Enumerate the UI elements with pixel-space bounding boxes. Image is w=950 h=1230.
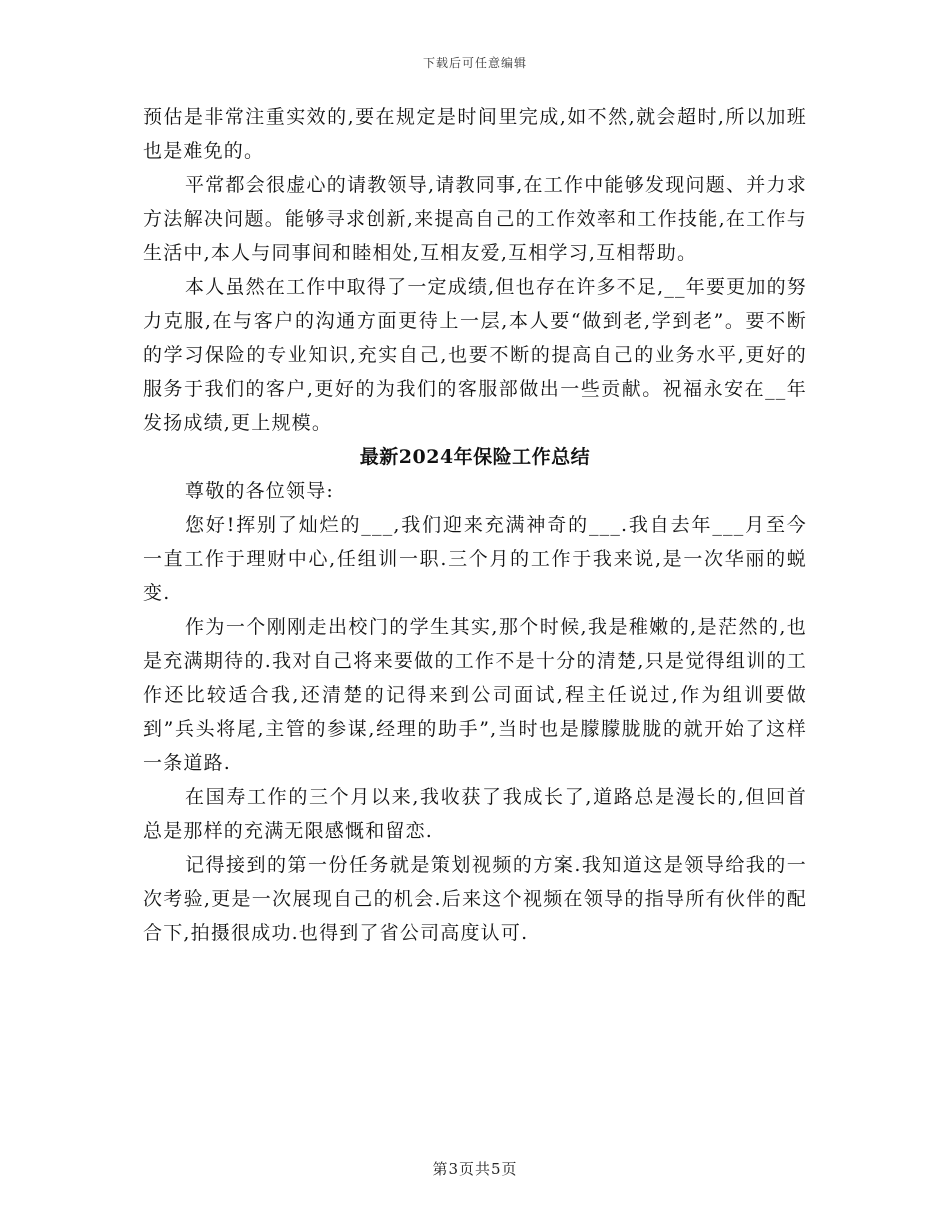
page-number: 第3页共5页 xyxy=(432,1160,518,1178)
document-body xyxy=(143,100,807,950)
paragraph-4: 您好!挥别了灿烂的___,我们迎来充满神奇的___.我自去年___月至今一直工作于理财中心,任组训一职.三个月的工作于我来说,是一次华丽的蜕变. xyxy=(143,514,807,604)
paragraph-2: 平常都会很虚心的请教领导,请教同事,在工作中能够发现问题、并力求方法解决问题。能够寻求创新,来提高自己的工作效率和工作技能,在工作与生活中,本人与同事间和睦相处,互相友爱,互相学习,互相帮助。 xyxy=(143,174,807,264)
page-header: 下载后可任意编辑 xyxy=(422,56,527,70)
paragraph-7: 记得接到的第一份任务就是策划视频的方案.我知道这是领导给我的一次考验,更是一次展现自己的机会.后来这个视频在领导的指导所有伙伴的配合下,拍摄很成功.也得到了省公司高度认可. xyxy=(143,854,807,944)
paragraph-1: 预估是非常注重实效的,要在规定是时间里完成,如不然,就会超时,所以加班也是难免的。 xyxy=(143,106,807,162)
salutation: 尊敬的各位领导: xyxy=(185,480,335,502)
paragraph-6: 在国寿工作的三个月以来,我收获了我成长了,道路总是漫长的,但回首总是那样的充满无限感慨和留恋. xyxy=(143,786,807,842)
paragraph-3: 本人虽然在工作中取得了一定成绩,但也存在许多不足,__年要更加的努力克服,在与客户的沟通方面更待上一层,本人要“做到老,学到老”。要不断的学习保险的专业知识,充实自己,也要不断的提高自己的业务水平,更好的服务于我们的客户,更好的为我们的客服部做出一些贡献。祝福永安在__年发扬成绩,更上规模。 xyxy=(143,276,807,434)
section-title: 最新2024年保险工作总结 xyxy=(359,446,591,468)
paragraph-5: 作为一个刚刚走出校门的学生其实,那个时候,我是稚嫩的,是茫然的,也是充满期待的.我对自己将来要做的工作不是十分的清楚,只是觉得组训的工作还比较适合我,还清楚的记得来到公司面试,程主任说过,作为组训要做到”兵头将尾,主管的参谋,经理的助手”,当时也是朦朦胧胧的就开始了这样一条道路. xyxy=(143,616,807,774)
